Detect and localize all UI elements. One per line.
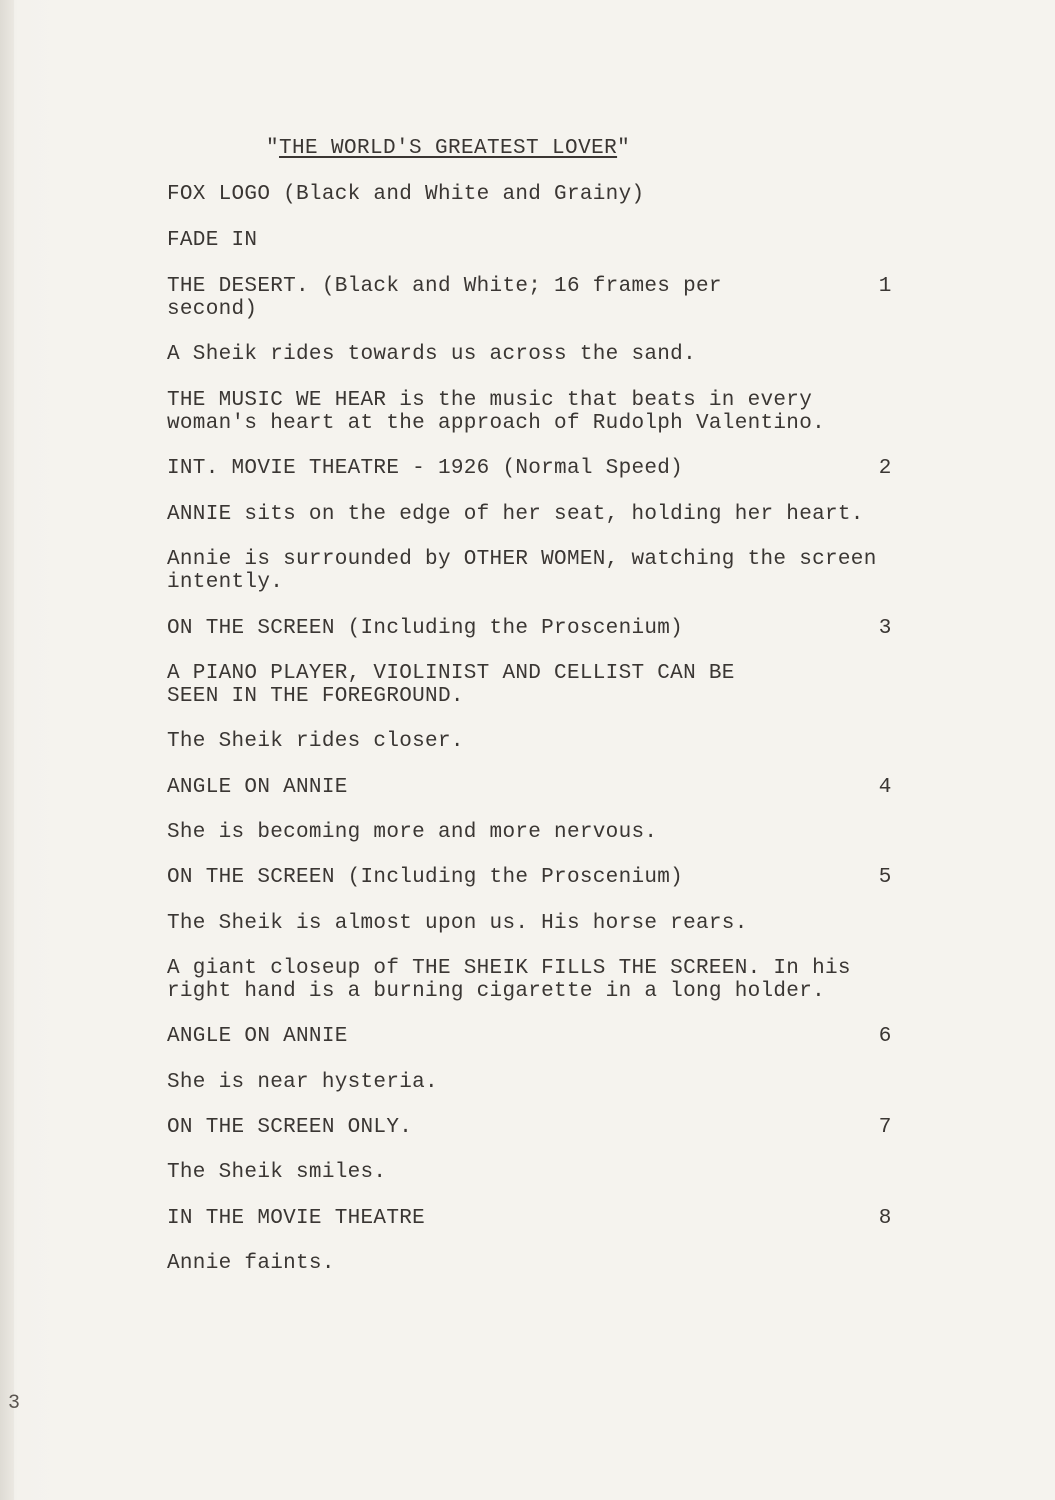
scene-number: 2 bbox=[878, 457, 892, 480]
scene-heading: ON THE SCREEN (Including the Proscenium) bbox=[167, 617, 684, 640]
title-open-quote: " bbox=[266, 137, 280, 160]
action-line: The Sheik smiles. bbox=[167, 1161, 387, 1184]
scene-number: 5 bbox=[878, 866, 892, 889]
action-line: THE MUSIC WE HEAR is the music that beats in every woman's heart at the approach of Rudolph Valentino. bbox=[167, 389, 826, 435]
margin-mark: 3 bbox=[8, 1392, 21, 1415]
action-line: A Sheik rides towards us across the sand. bbox=[167, 343, 696, 366]
scene-number: 7 bbox=[878, 1116, 892, 1139]
scene-heading: ANGLE ON ANNIE bbox=[167, 776, 348, 799]
scene-heading: INT. MOVIE THEATRE - 1926 (Normal Speed) bbox=[167, 457, 684, 480]
action-line: Annie faints. bbox=[167, 1252, 335, 1275]
scene-heading: ON THE SCREEN (Including the Proscenium) bbox=[167, 866, 684, 889]
scene-number: 3 bbox=[878, 617, 892, 640]
scene-heading: THE DESERT. (Black and White; 16 frames per second) bbox=[167, 275, 722, 321]
action-line: ANNIE sits on the edge of her seat, holding her heart. bbox=[167, 503, 864, 526]
scene-heading: ANGLE ON ANNIE bbox=[167, 1025, 348, 1048]
action-line: A giant closeup of THE SHEIK FILLS THE SCREEN. In his right hand is a burning cigarette in a long holder. bbox=[167, 957, 851, 1003]
action-line: A PIANO PLAYER, VIOLINIST AND CELLIST CAN BE SEEN IN THE FOREGROUND. bbox=[167, 662, 735, 708]
title-text: THE WORLD'S GREATEST LOVER bbox=[279, 137, 618, 160]
action-line: The Sheik is almost upon us. His horse rears. bbox=[167, 912, 748, 935]
script-line: FOX LOGO (Black and White and Grainy) bbox=[167, 183, 645, 206]
action-line: Annie is surrounded by OTHER WOMEN, watching the screen intently. bbox=[167, 548, 877, 594]
scene-number: 6 bbox=[878, 1025, 892, 1048]
scene-heading: IN THE MOVIE THEATRE bbox=[167, 1207, 426, 1230]
action-line: The Sheik rides closer. bbox=[167, 730, 464, 753]
scene-number: 4 bbox=[878, 776, 892, 799]
action-line: She is near hysteria. bbox=[167, 1071, 438, 1094]
action-line: She is becoming more and more nervous. bbox=[167, 821, 658, 844]
script-line: FADE IN bbox=[167, 229, 258, 252]
title-close-quote: " bbox=[617, 137, 631, 160]
script-title bbox=[266, 137, 630, 160]
binding-edge bbox=[0, 0, 14, 1500]
scene-heading: ON THE SCREEN ONLY. bbox=[167, 1116, 413, 1139]
scene-number: 1 bbox=[878, 275, 892, 298]
scene-number: 8 bbox=[878, 1207, 892, 1230]
